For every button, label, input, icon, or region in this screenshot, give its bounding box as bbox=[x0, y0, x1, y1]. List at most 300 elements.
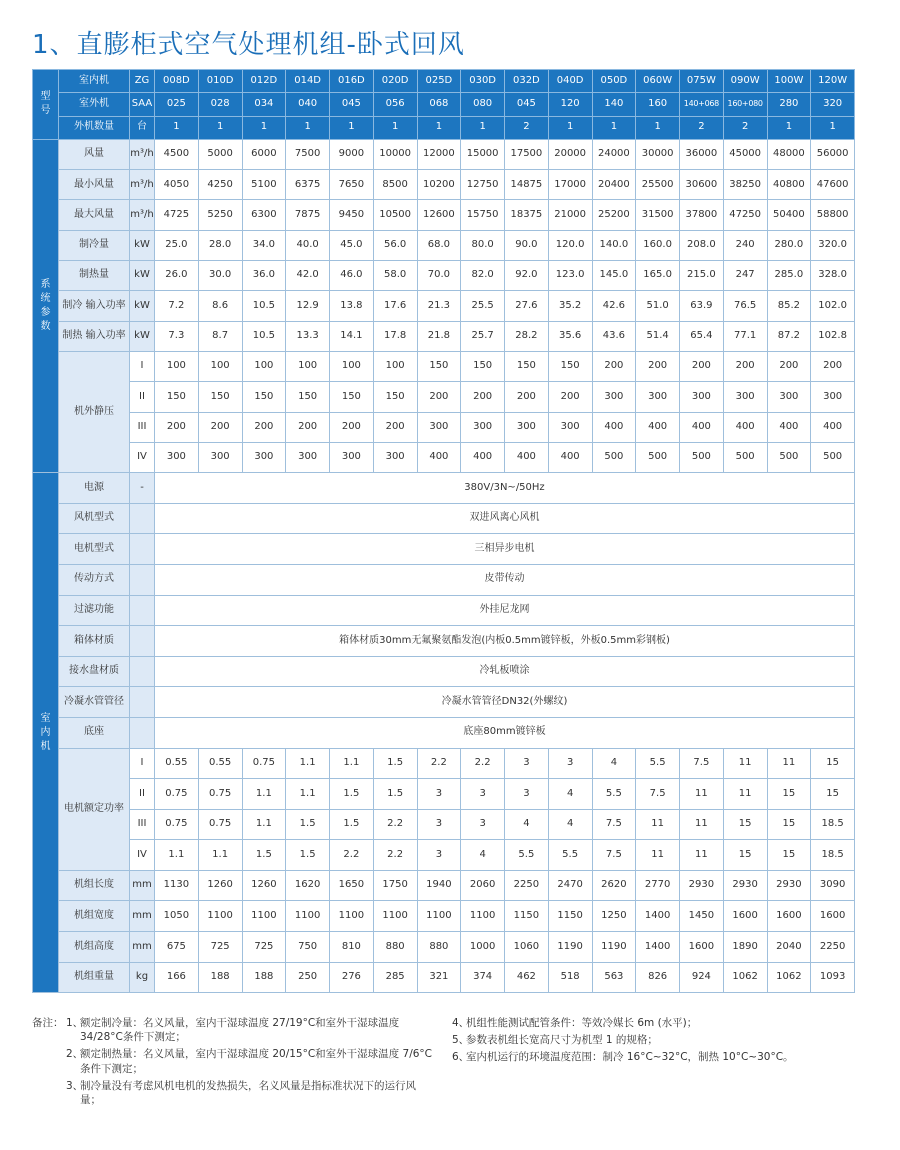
value-cell: 100 bbox=[286, 351, 330, 381]
row-unit bbox=[130, 656, 155, 687]
note-text: 参数表机组长宽高尺寸为机型 1 的规格； bbox=[466, 1034, 658, 1047]
value-cell: 400 bbox=[505, 442, 549, 472]
value-cell: 500 bbox=[592, 442, 636, 472]
value-cell: 30.0 bbox=[198, 261, 242, 291]
value-cell: 2930 bbox=[723, 870, 767, 901]
value-cell: 0.75 bbox=[242, 748, 286, 779]
row-label: 制热量 bbox=[59, 261, 130, 291]
value-cell: 8.7 bbox=[198, 321, 242, 351]
table-row bbox=[33, 809, 855, 840]
value-cell: 1060 bbox=[505, 932, 549, 963]
value-cell: 2 bbox=[723, 116, 767, 139]
value-cell: 120 bbox=[548, 93, 592, 116]
value-cell: 200 bbox=[155, 412, 199, 442]
value-cell: 28.0 bbox=[198, 230, 242, 260]
level-label: II bbox=[130, 779, 155, 810]
value-cell: 5.5 bbox=[592, 779, 636, 810]
value-cell: 008D bbox=[155, 70, 199, 93]
table-row bbox=[33, 870, 855, 901]
value-cell: 7875 bbox=[286, 200, 330, 230]
value-cell: 200 bbox=[767, 351, 811, 381]
value-cell: 30000 bbox=[636, 139, 680, 169]
value-cell: 2 bbox=[680, 116, 724, 139]
value-cell: 11 bbox=[723, 779, 767, 810]
value-cell: 21.3 bbox=[417, 291, 461, 321]
value-cell: 3 bbox=[548, 748, 592, 779]
value-cell: 400 bbox=[636, 412, 680, 442]
merged-value-cell: 冷凝水管管径DN32(外螺纹) bbox=[155, 687, 855, 718]
value-cell: 040D bbox=[548, 70, 592, 93]
level-label: II bbox=[130, 382, 155, 412]
value-cell: 016D bbox=[330, 70, 374, 93]
value-cell: 50400 bbox=[767, 200, 811, 230]
value-cell: 7.5 bbox=[592, 840, 636, 871]
value-cell: 012D bbox=[242, 70, 286, 93]
value-cell: 725 bbox=[242, 932, 286, 963]
value-cell: 17000 bbox=[548, 170, 592, 200]
value-cell: 4 bbox=[592, 748, 636, 779]
value-cell: 150 bbox=[242, 382, 286, 412]
row-unit bbox=[130, 687, 155, 718]
value-cell: 140+068 bbox=[680, 93, 724, 116]
value-cell: 1.5 bbox=[373, 779, 417, 810]
table-row bbox=[33, 687, 855, 718]
value-cell: 102.0 bbox=[811, 291, 855, 321]
value-cell: 102.8 bbox=[811, 321, 855, 351]
row-unit: ZG bbox=[130, 70, 155, 93]
row-label: 制冷 输入功率 bbox=[59, 291, 130, 321]
value-cell: 080 bbox=[461, 93, 505, 116]
value-cell: 76.5 bbox=[723, 291, 767, 321]
value-cell: 65.4 bbox=[680, 321, 724, 351]
value-cell: 060W bbox=[636, 70, 680, 93]
value-cell: 25200 bbox=[592, 200, 636, 230]
row-label: 机组高度 bbox=[59, 932, 130, 963]
value-cell: 300 bbox=[330, 442, 374, 472]
value-cell: 10000 bbox=[373, 139, 417, 169]
value-cell: 150 bbox=[548, 351, 592, 381]
value-cell: 1.5 bbox=[330, 779, 374, 810]
row-label: 最小风量 bbox=[59, 170, 130, 200]
value-cell: 3 bbox=[461, 809, 505, 840]
value-cell: 300 bbox=[198, 442, 242, 472]
table-row bbox=[33, 442, 855, 472]
value-cell: 300 bbox=[286, 442, 330, 472]
value-cell: 11 bbox=[636, 809, 680, 840]
table-row bbox=[33, 656, 855, 687]
level-label: III bbox=[130, 809, 155, 840]
table-row bbox=[33, 932, 855, 963]
value-cell: 12000 bbox=[417, 139, 461, 169]
value-cell: 1.1 bbox=[286, 748, 330, 779]
row-label: 室内机 bbox=[59, 70, 130, 93]
value-cell: 46.0 bbox=[330, 261, 374, 291]
value-cell: 11 bbox=[680, 840, 724, 871]
value-cell: 35.6 bbox=[548, 321, 592, 351]
value-cell: 13.3 bbox=[286, 321, 330, 351]
note-lead: 备注： bbox=[32, 1017, 64, 1029]
row-label: 过滤功能 bbox=[59, 595, 130, 626]
table-row bbox=[33, 503, 855, 534]
value-cell: 200 bbox=[417, 382, 461, 412]
value-cell: 15 bbox=[767, 779, 811, 810]
value-cell: 826 bbox=[636, 962, 680, 993]
value-cell: 123.0 bbox=[548, 261, 592, 291]
value-cell: 11 bbox=[636, 840, 680, 871]
value-cell: 11 bbox=[680, 809, 724, 840]
value-cell: 1 bbox=[155, 116, 199, 139]
row-unit bbox=[130, 626, 155, 657]
value-cell: 075W bbox=[680, 70, 724, 93]
value-cell: 2 bbox=[505, 116, 549, 139]
value-cell: 400 bbox=[723, 412, 767, 442]
value-cell: 7.3 bbox=[155, 321, 199, 351]
value-cell: 7650 bbox=[330, 170, 374, 200]
value-cell: 4 bbox=[505, 809, 549, 840]
table-row bbox=[33, 351, 855, 381]
value-cell: 37800 bbox=[680, 200, 724, 230]
value-cell: 1260 bbox=[198, 870, 242, 901]
value-cell: 26.0 bbox=[155, 261, 199, 291]
value-cell: 1100 bbox=[373, 901, 417, 932]
value-cell: 518 bbox=[548, 962, 592, 993]
value-cell: 028 bbox=[198, 93, 242, 116]
value-cell: 40800 bbox=[767, 170, 811, 200]
value-cell: 321 bbox=[417, 962, 461, 993]
value-cell: 11 bbox=[680, 779, 724, 810]
note-item bbox=[452, 1016, 862, 1030]
value-cell: 63.9 bbox=[680, 291, 724, 321]
value-cell: 300 bbox=[811, 382, 855, 412]
level-label: IV bbox=[130, 442, 155, 472]
value-cell: 18.5 bbox=[811, 809, 855, 840]
value-cell: 150 bbox=[286, 382, 330, 412]
value-cell: 120W bbox=[811, 70, 855, 93]
value-cell: 150 bbox=[417, 351, 461, 381]
table-row bbox=[33, 139, 855, 169]
value-cell: 3 bbox=[505, 748, 549, 779]
note-text: 额定制冷量：名义风量，室内干湿球温度 27/19°C和室外干湿球温度 34/28°C条件下测定； bbox=[80, 1017, 400, 1044]
value-cell: 1600 bbox=[680, 932, 724, 963]
note-number: 2、 bbox=[66, 1048, 84, 1061]
table-row bbox=[33, 412, 855, 442]
value-cell: 80.0 bbox=[461, 230, 505, 260]
value-cell: 300 bbox=[417, 412, 461, 442]
value-cell: 045 bbox=[505, 93, 549, 116]
table-row bbox=[33, 93, 855, 116]
table-row bbox=[33, 717, 855, 748]
value-cell: 924 bbox=[680, 962, 724, 993]
value-cell: 18375 bbox=[505, 200, 549, 230]
value-cell: 1062 bbox=[723, 962, 767, 993]
value-cell: 300 bbox=[723, 382, 767, 412]
row-label: 最大风量 bbox=[59, 200, 130, 230]
spec-table bbox=[32, 69, 855, 993]
value-cell: 1190 bbox=[592, 932, 636, 963]
row-label: 机组宽度 bbox=[59, 901, 130, 932]
value-cell: 3 bbox=[461, 779, 505, 810]
row-label: 箱体材质 bbox=[59, 626, 130, 657]
note-text: 额定制热量：名义风量，室内干湿球温度 20/15°C和室外干湿球温度 7/6°C条件下测定； bbox=[80, 1048, 432, 1075]
value-cell: 1 bbox=[592, 116, 636, 139]
value-cell: 3 bbox=[417, 779, 461, 810]
value-cell: 200 bbox=[461, 382, 505, 412]
value-cell: 2.2 bbox=[330, 840, 374, 871]
value-cell: 020D bbox=[373, 70, 417, 93]
value-cell: 500 bbox=[811, 442, 855, 472]
value-cell: 25.7 bbox=[461, 321, 505, 351]
value-cell: 280 bbox=[767, 93, 811, 116]
value-cell: 250 bbox=[286, 962, 330, 993]
value-cell: 1250 bbox=[592, 901, 636, 932]
value-cell: 5.5 bbox=[548, 840, 592, 871]
value-cell: 36.0 bbox=[242, 261, 286, 291]
level-label: I bbox=[130, 748, 155, 779]
value-cell: 025 bbox=[155, 93, 199, 116]
value-cell: 8500 bbox=[373, 170, 417, 200]
value-cell: 3 bbox=[505, 779, 549, 810]
value-cell: 2.2 bbox=[373, 809, 417, 840]
value-cell: 68.0 bbox=[417, 230, 461, 260]
value-cell: 25.0 bbox=[155, 230, 199, 260]
value-cell: 10.5 bbox=[242, 291, 286, 321]
value-cell: 3090 bbox=[811, 870, 855, 901]
table-row bbox=[33, 564, 855, 595]
value-cell: 2470 bbox=[548, 870, 592, 901]
value-cell: 28.2 bbox=[505, 321, 549, 351]
row-unit: - bbox=[130, 473, 155, 504]
value-cell: 2620 bbox=[592, 870, 636, 901]
value-cell: 48000 bbox=[767, 139, 811, 169]
value-cell: 7.5 bbox=[680, 748, 724, 779]
value-cell: 400 bbox=[680, 412, 724, 442]
value-cell: 9000 bbox=[330, 139, 374, 169]
value-cell: 563 bbox=[592, 962, 636, 993]
value-cell: 100 bbox=[242, 351, 286, 381]
value-cell: 045 bbox=[330, 93, 374, 116]
value-cell: 400 bbox=[592, 412, 636, 442]
value-cell: 100 bbox=[198, 351, 242, 381]
value-cell: 200 bbox=[330, 412, 374, 442]
value-cell: 21000 bbox=[548, 200, 592, 230]
value-cell: 150 bbox=[330, 382, 374, 412]
note-item bbox=[32, 1079, 432, 1107]
value-cell: 100 bbox=[373, 351, 417, 381]
value-cell: 1 bbox=[198, 116, 242, 139]
row-unit: kW bbox=[130, 261, 155, 291]
value-cell: 0.75 bbox=[198, 779, 242, 810]
value-cell: 1450 bbox=[680, 901, 724, 932]
value-cell: 1.5 bbox=[286, 840, 330, 871]
row-label: 接水盘材质 bbox=[59, 656, 130, 687]
value-cell: 285.0 bbox=[767, 261, 811, 291]
value-cell: 21.8 bbox=[417, 321, 461, 351]
value-cell: 200 bbox=[680, 351, 724, 381]
row-label: 底座 bbox=[59, 717, 130, 748]
row-label: 电源 bbox=[59, 473, 130, 504]
value-cell: 5250 bbox=[198, 200, 242, 230]
value-cell: 1600 bbox=[723, 901, 767, 932]
row-unit: mm bbox=[130, 932, 155, 963]
value-cell: 1000 bbox=[461, 932, 505, 963]
value-cell: 247 bbox=[723, 261, 767, 291]
value-cell: 5100 bbox=[242, 170, 286, 200]
value-cell: 92.0 bbox=[505, 261, 549, 291]
value-cell: 11 bbox=[723, 748, 767, 779]
value-cell: 14.1 bbox=[330, 321, 374, 351]
value-cell: 276 bbox=[330, 962, 374, 993]
table-row bbox=[33, 473, 855, 504]
value-cell: 200 bbox=[242, 412, 286, 442]
value-cell: 090W bbox=[723, 70, 767, 93]
motor-label: 电机额定功率 bbox=[59, 748, 130, 870]
merged-value-cell: 380V/3N~/50Hz bbox=[155, 473, 855, 504]
value-cell: 24000 bbox=[592, 139, 636, 169]
value-cell: 120.0 bbox=[548, 230, 592, 260]
note-item bbox=[452, 1033, 862, 1047]
note-item bbox=[32, 1016, 432, 1044]
value-cell: 2.2 bbox=[417, 748, 461, 779]
value-cell: 188 bbox=[198, 962, 242, 993]
row-label: 风机型式 bbox=[59, 503, 130, 534]
table-row bbox=[33, 70, 855, 93]
value-cell: 034 bbox=[242, 93, 286, 116]
row-unit: mm bbox=[130, 901, 155, 932]
value-cell: 1.1 bbox=[330, 748, 374, 779]
value-cell: 10200 bbox=[417, 170, 461, 200]
value-cell: 38250 bbox=[723, 170, 767, 200]
value-cell: 1.1 bbox=[155, 840, 199, 871]
merged-value-cell: 箱体材质30mm无氟聚氨酯发泡(内板0.5mm镀锌板，外板0.5mm彩钢板) bbox=[155, 626, 855, 657]
value-cell: 200 bbox=[592, 351, 636, 381]
value-cell: 1.5 bbox=[286, 809, 330, 840]
value-cell: 1100 bbox=[330, 901, 374, 932]
value-cell: 675 bbox=[155, 932, 199, 963]
value-cell: 1 bbox=[286, 116, 330, 139]
value-cell: 1 bbox=[548, 116, 592, 139]
value-cell: 15 bbox=[723, 809, 767, 840]
value-cell: 1600 bbox=[767, 901, 811, 932]
value-cell: 1062 bbox=[767, 962, 811, 993]
row-label: 风量 bbox=[59, 139, 130, 169]
value-cell: 160 bbox=[636, 93, 680, 116]
note-lead bbox=[32, 1047, 66, 1075]
table-row bbox=[33, 116, 855, 139]
value-cell: 47600 bbox=[811, 170, 855, 200]
value-cell: 880 bbox=[417, 932, 461, 963]
value-cell: 34.0 bbox=[242, 230, 286, 260]
row-label: 外机数量 bbox=[59, 116, 130, 139]
value-cell: 1 bbox=[417, 116, 461, 139]
value-cell: 25.5 bbox=[461, 291, 505, 321]
row-unit bbox=[130, 717, 155, 748]
value-cell: 87.2 bbox=[767, 321, 811, 351]
row-unit: mm bbox=[130, 870, 155, 901]
value-cell: 068 bbox=[417, 93, 461, 116]
value-cell: 1 bbox=[461, 116, 505, 139]
value-cell: 160+080 bbox=[723, 93, 767, 116]
side-label-system: 系统参数 bbox=[33, 139, 59, 472]
value-cell: 050D bbox=[592, 70, 636, 93]
value-cell: 8.6 bbox=[198, 291, 242, 321]
table-row bbox=[33, 779, 855, 810]
value-cell: 1100 bbox=[417, 901, 461, 932]
value-cell: 15 bbox=[811, 748, 855, 779]
value-cell: 140.0 bbox=[592, 230, 636, 260]
value-cell: 0.75 bbox=[198, 809, 242, 840]
value-cell: 2.2 bbox=[461, 748, 505, 779]
value-cell: 010D bbox=[198, 70, 242, 93]
value-cell: 300 bbox=[548, 412, 592, 442]
value-cell: 51.4 bbox=[636, 321, 680, 351]
value-cell: 42.0 bbox=[286, 261, 330, 291]
row-label: 机组长度 bbox=[59, 870, 130, 901]
value-cell: 200 bbox=[198, 412, 242, 442]
note-number: 5、 bbox=[452, 1034, 470, 1047]
value-cell: 300 bbox=[155, 442, 199, 472]
value-cell: 165.0 bbox=[636, 261, 680, 291]
value-cell: 27.6 bbox=[505, 291, 549, 321]
value-cell: 1.5 bbox=[242, 840, 286, 871]
value-cell: 7.2 bbox=[155, 291, 199, 321]
value-cell: 1 bbox=[242, 116, 286, 139]
value-cell: 51.0 bbox=[636, 291, 680, 321]
value-cell: 2250 bbox=[505, 870, 549, 901]
note-number: 3、 bbox=[66, 1079, 84, 1092]
value-cell: 1 bbox=[767, 116, 811, 139]
value-cell: 12750 bbox=[461, 170, 505, 200]
value-cell: 1150 bbox=[505, 901, 549, 932]
value-cell: 15750 bbox=[461, 200, 505, 230]
row-label: 室外机 bbox=[59, 93, 130, 116]
value-cell: 200 bbox=[505, 382, 549, 412]
value-cell: 1.1 bbox=[242, 809, 286, 840]
value-cell: 320.0 bbox=[811, 230, 855, 260]
value-cell: 1750 bbox=[373, 870, 417, 901]
table-row bbox=[33, 321, 855, 351]
value-cell: 58800 bbox=[811, 200, 855, 230]
value-cell: 70.0 bbox=[417, 261, 461, 291]
value-cell: 1 bbox=[330, 116, 374, 139]
value-cell: 200 bbox=[548, 382, 592, 412]
value-cell: 032D bbox=[505, 70, 549, 93]
level-label: III bbox=[130, 412, 155, 442]
value-cell: 4725 bbox=[155, 200, 199, 230]
value-cell: 500 bbox=[680, 442, 724, 472]
value-cell: 6300 bbox=[242, 200, 286, 230]
row-unit: SAA bbox=[130, 93, 155, 116]
value-cell: 374 bbox=[461, 962, 505, 993]
value-cell: 462 bbox=[505, 962, 549, 993]
value-cell: 240 bbox=[723, 230, 767, 260]
notes-right bbox=[452, 1016, 862, 1068]
value-cell: 5000 bbox=[198, 139, 242, 169]
value-cell: 328.0 bbox=[811, 261, 855, 291]
value-cell: 15000 bbox=[461, 139, 505, 169]
value-cell: 400 bbox=[811, 412, 855, 442]
value-cell: 0.75 bbox=[155, 779, 199, 810]
notes-left bbox=[32, 1016, 432, 1110]
value-cell: 1890 bbox=[723, 932, 767, 963]
table-row bbox=[33, 291, 855, 321]
note-item bbox=[452, 1050, 862, 1064]
row-unit: m³/h bbox=[130, 139, 155, 169]
value-cell: 1100 bbox=[286, 901, 330, 932]
value-cell: 0.55 bbox=[155, 748, 199, 779]
value-cell: 4250 bbox=[198, 170, 242, 200]
value-cell: 2930 bbox=[767, 870, 811, 901]
row-unit: m³/h bbox=[130, 200, 155, 230]
